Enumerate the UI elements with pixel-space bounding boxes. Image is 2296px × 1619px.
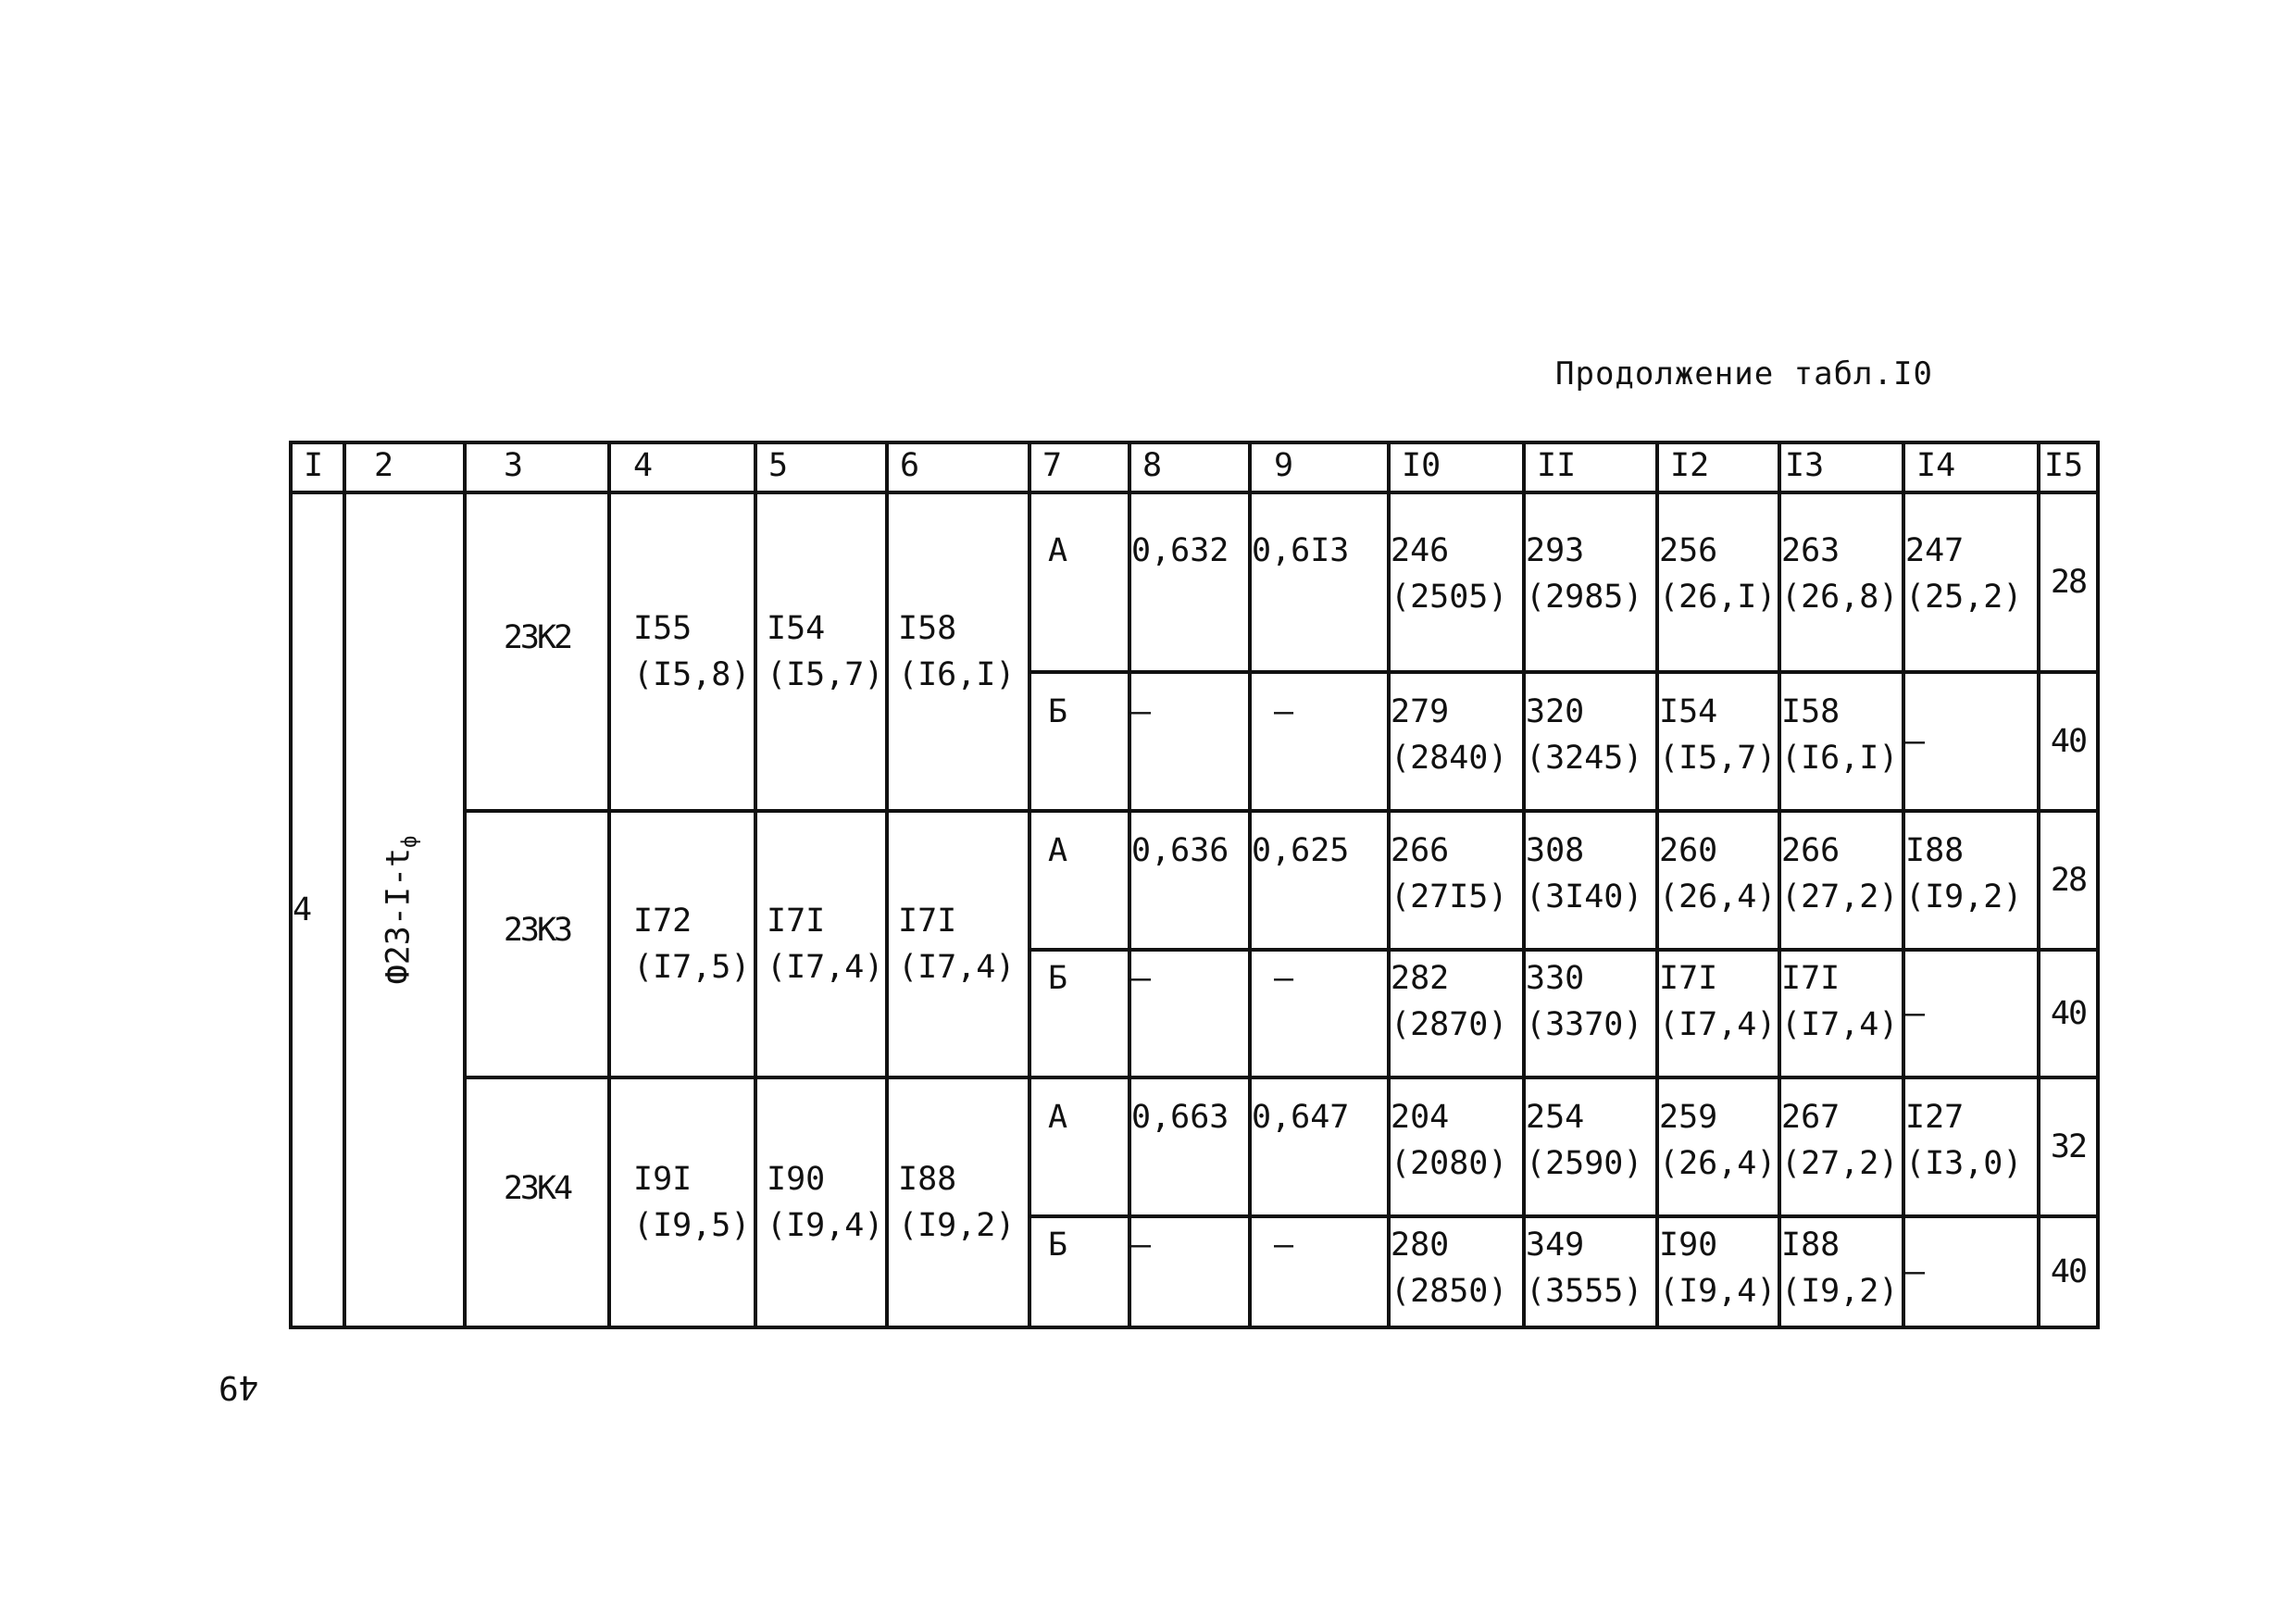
value-cell: I7I (I7,4) (1657, 950, 1779, 1077)
value-cell: I9I (I9,5) (609, 1077, 755, 1327)
type-cell: Б (1029, 950, 1129, 1077)
value-cell: I88 (I9,2) (1779, 1216, 1903, 1327)
value-cell: – (1250, 672, 1389, 811)
value-cell: 28 (2039, 811, 2098, 950)
value-cell: 40 (2039, 950, 2098, 1077)
value-cell: – (1903, 672, 2039, 811)
value-cell: 259 (26,4) (1657, 1077, 1779, 1216)
value-cell: 267 (27,2) (1779, 1077, 1903, 1216)
header-cell: 7 (1029, 442, 1129, 492)
value-cell: 260 (26,4) (1657, 811, 1779, 950)
table-row (291, 1077, 2098, 1216)
value-cell: I90 (I9,4) (755, 1077, 887, 1327)
value-cell: 349 (3555) (1524, 1216, 1657, 1327)
header-cell: 6 (887, 442, 1029, 492)
table-row (291, 492, 2098, 672)
value-cell: I58 (I6,I) (887, 492, 1029, 811)
value-cell: 0,625 (1250, 811, 1389, 950)
value-cell: 266 (27,2) (1779, 811, 1903, 950)
grade-cell: 23К3 (465, 811, 609, 1077)
value-cell: I88 (I9,2) (1903, 811, 2039, 950)
designation-label: $Ф23-I-t_ф$ (380, 835, 422, 985)
value-cell: I7I (I7,4) (887, 811, 1029, 1077)
value-cell: I54 (I5,7) (1657, 672, 1779, 811)
header-cell: 8 (1129, 442, 1250, 492)
value-cell: 32 (2039, 1077, 2098, 1216)
header-cell: I4 (1903, 442, 2039, 492)
table-caption: Продолжение табл.I0 (1555, 355, 1933, 392)
row-number-cell: 4 (291, 492, 344, 1327)
value-cell: – (1250, 950, 1389, 1077)
header-cell: I5 (2039, 442, 2098, 492)
value-cell: 320 (3245) (1524, 672, 1657, 811)
value-cell: I88 (I9,2) (887, 1077, 1029, 1327)
header-cell: I (291, 442, 344, 492)
value-cell: I55 (I5,8) (609, 492, 755, 811)
value-cell: I58 (I6,I) (1779, 672, 1903, 811)
value-cell: 0,632 (1129, 492, 1250, 672)
value-cell: 28 (2039, 492, 2098, 672)
grade-cell: 23К2 (465, 492, 609, 811)
table-header-row (291, 442, 2098, 492)
value-cell: 279 (2840) (1389, 672, 1524, 811)
value-cell: 0,663 (1129, 1077, 1250, 1216)
value-cell: 256 (26,I) (1657, 492, 1779, 672)
grade-cell: 23К4 (465, 1077, 609, 1327)
value-cell: 330 (3370) (1524, 950, 1657, 1077)
value-cell: I54 (I5,7) (755, 492, 887, 811)
header-cell: 3 (465, 442, 609, 492)
value-cell: I7I (I7,4) (755, 811, 887, 1077)
header-cell: 5 (755, 442, 887, 492)
data-table (289, 441, 2100, 1329)
value-cell: I72 (I7,5) (609, 811, 755, 1077)
type-cell: А (1029, 492, 1129, 672)
header-cell: 2 (344, 442, 465, 492)
value-cell: 293 (2985) (1524, 492, 1657, 672)
value-cell: 204 (2080) (1389, 1077, 1524, 1216)
value-cell: 263 (26,8) (1779, 492, 1903, 672)
value-cell: – (1129, 1216, 1250, 1327)
value-cell: 282 (2870) (1389, 950, 1524, 1077)
value-cell: 246 (2505) (1389, 492, 1524, 672)
value-cell: I27 (I3,0) (1903, 1077, 2039, 1216)
type-cell: А (1029, 811, 1129, 950)
type-cell: Б (1029, 672, 1129, 811)
value-cell: 280 (2850) (1389, 1216, 1524, 1327)
value-cell: 40 (2039, 672, 2098, 811)
value-cell: – (1903, 1216, 2039, 1327)
value-cell: 40 (2039, 1216, 2098, 1327)
page-number: 49 (218, 1368, 259, 1406)
header-cell: 4 (609, 442, 755, 492)
value-cell: 266 (27I5) (1389, 811, 1524, 950)
value-cell: – (1250, 1216, 1389, 1327)
header-cell: I3 (1779, 442, 1903, 492)
value-cell: – (1903, 950, 2039, 1077)
header-cell: I2 (1657, 442, 1779, 492)
header-cell: 9 (1250, 442, 1389, 492)
designation-cell (344, 492, 465, 1327)
value-cell: 0,636 (1129, 811, 1250, 950)
value-cell: – (1129, 672, 1250, 811)
value-cell: 308 (3I40) (1524, 811, 1657, 950)
value-cell: 247 (25,2) (1903, 492, 2039, 672)
table-row (291, 811, 2098, 950)
value-cell: – (1129, 950, 1250, 1077)
value-cell: 0,6I3 (1250, 492, 1389, 672)
value-cell: I7I (I7,4) (1779, 950, 1903, 1077)
header-cell: II (1524, 442, 1657, 492)
type-cell: Б (1029, 1216, 1129, 1327)
type-cell: А (1029, 1077, 1129, 1216)
header-cell: I0 (1389, 442, 1524, 492)
value-cell: I90 (I9,4) (1657, 1216, 1779, 1327)
value-cell: 254 (2590) (1524, 1077, 1657, 1216)
value-cell: 0,647 (1250, 1077, 1389, 1216)
